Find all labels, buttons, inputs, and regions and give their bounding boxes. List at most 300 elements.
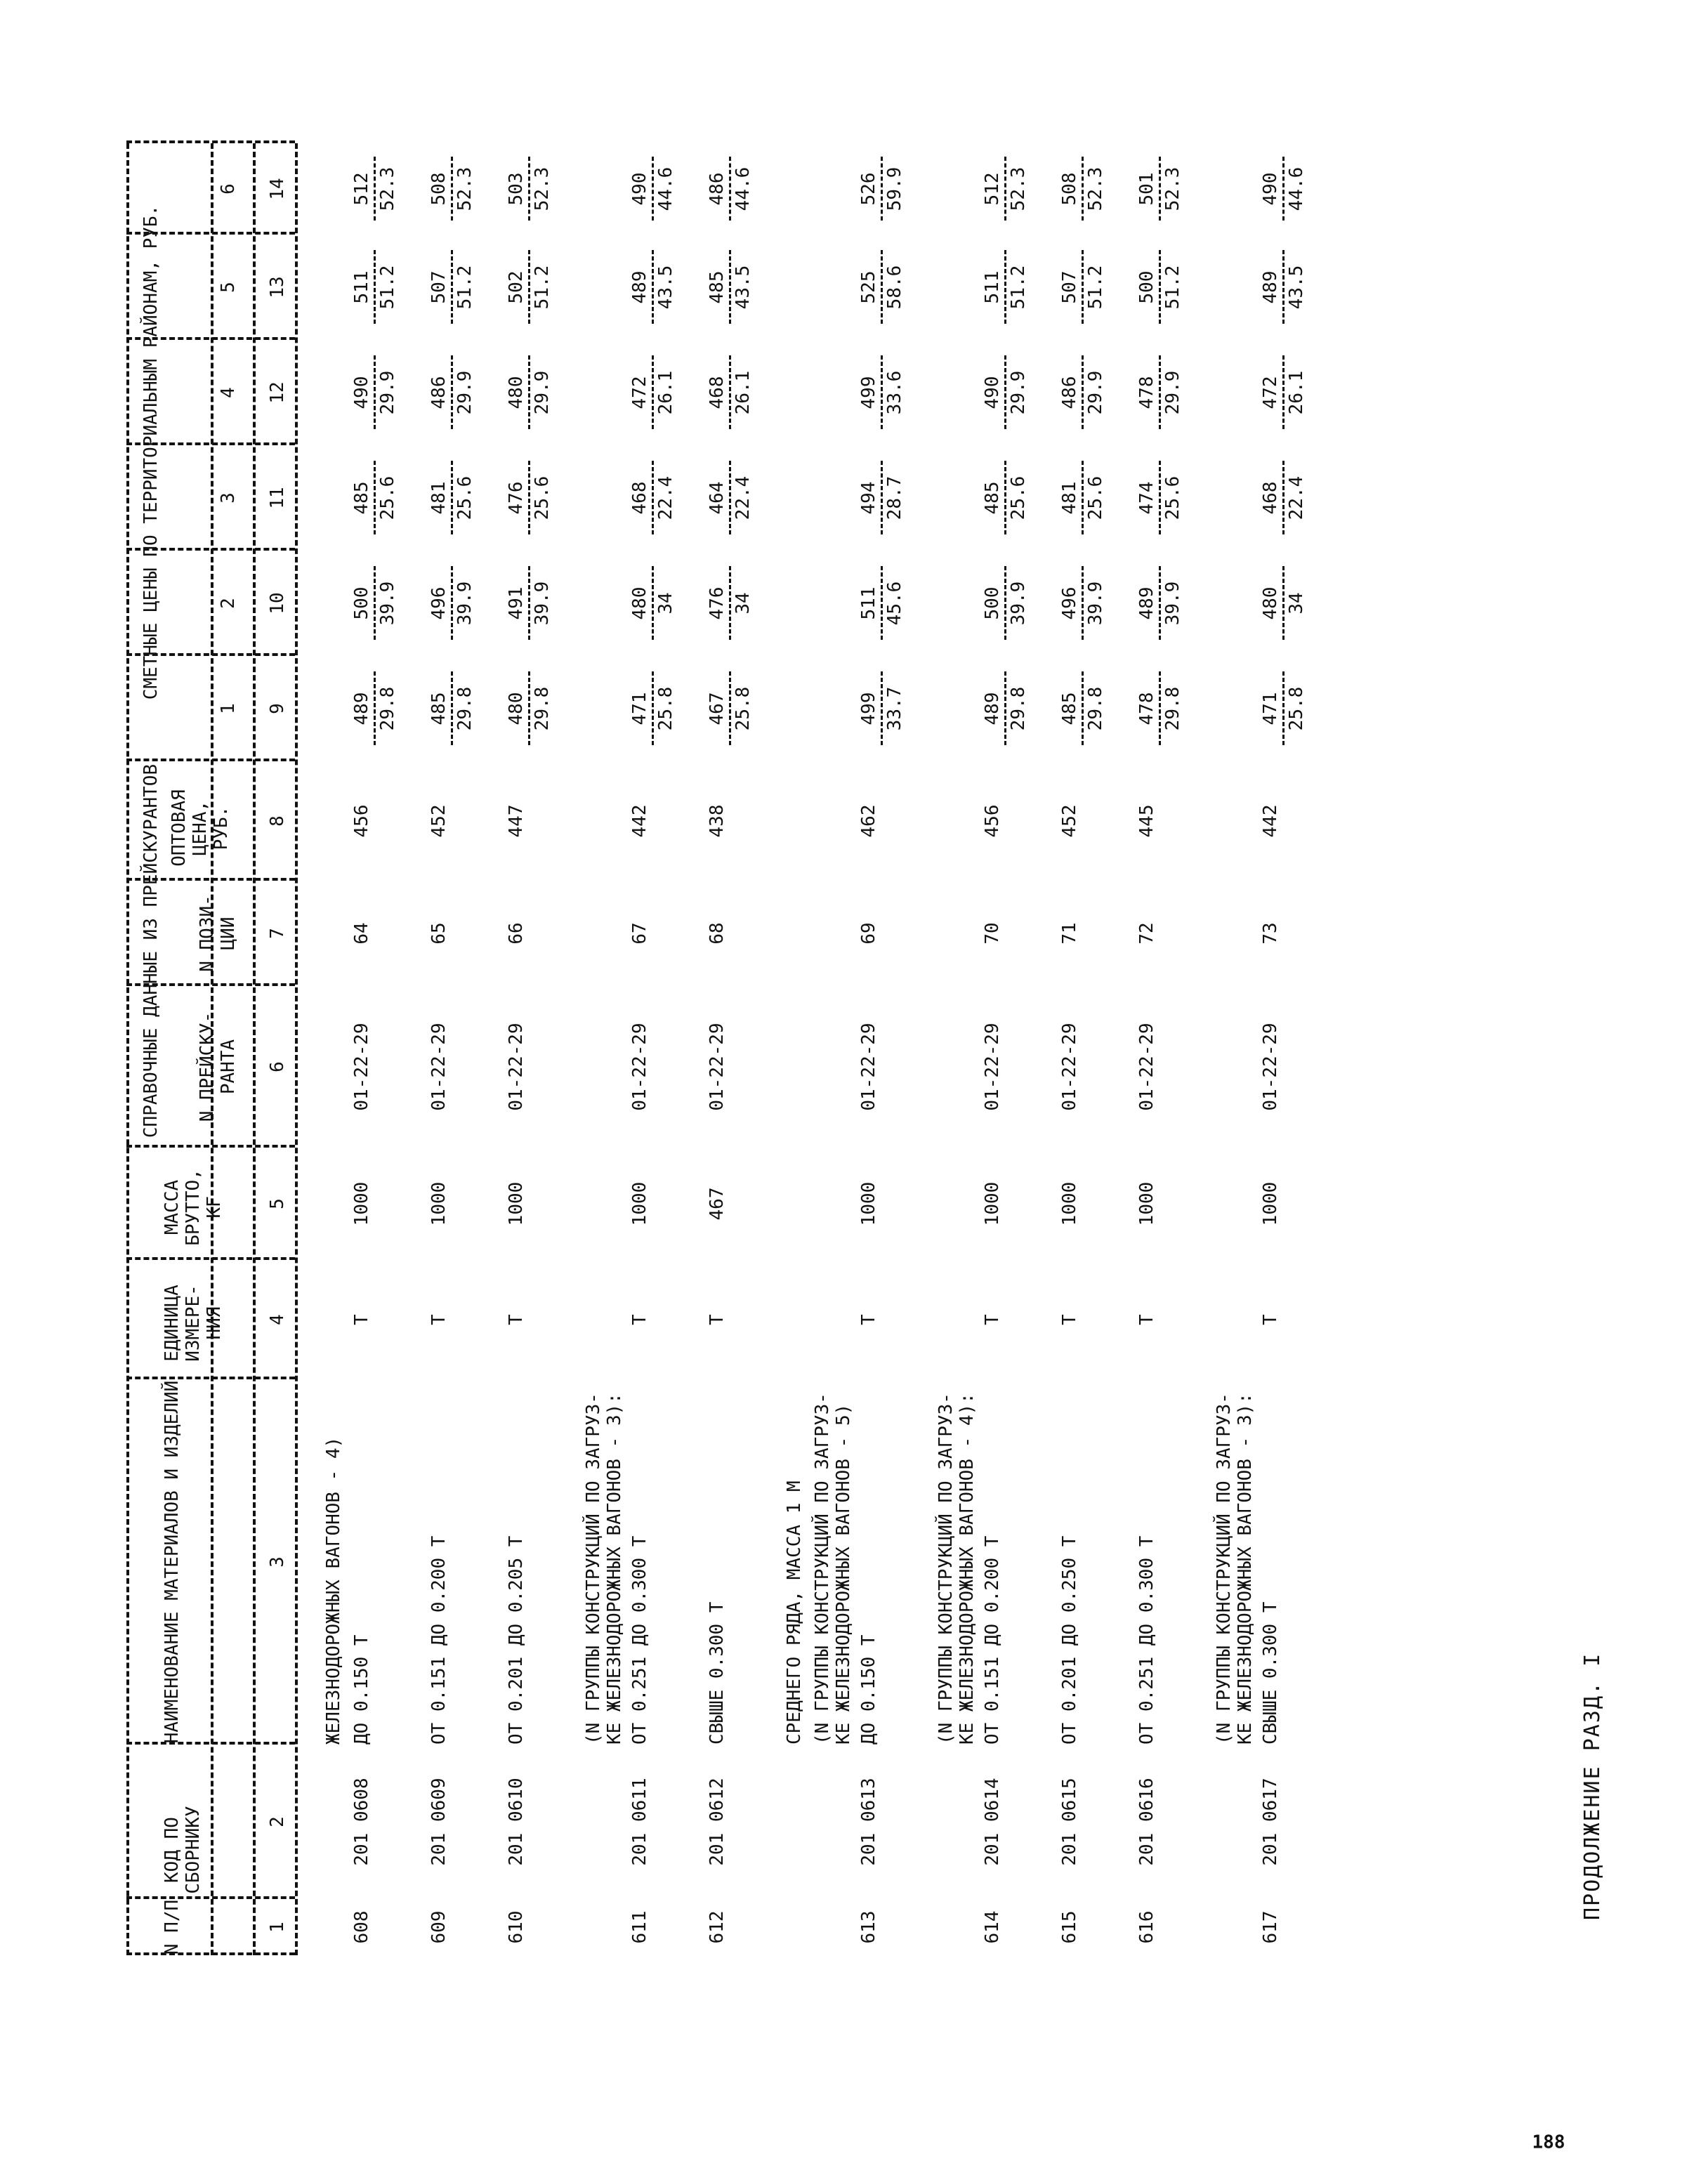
fraction-line — [1159, 672, 1161, 746]
transport-cost: 29.8 — [1085, 686, 1106, 731]
price-value: 485 — [982, 481, 1003, 515]
price-value: 496 — [1059, 586, 1080, 620]
row-name: СВЫШЕ 0.300 Т — [1260, 1601, 1281, 1745]
regional-price — [1136, 656, 1183, 761]
transport-cost: 25.6 — [1085, 475, 1106, 520]
row-mass: 1000 — [1136, 1181, 1157, 1226]
price-value: 490 — [1260, 172, 1281, 206]
row-mass: 1000 — [1059, 1181, 1080, 1226]
fraction-line — [374, 157, 376, 221]
column-number: 2 — [267, 1816, 288, 1827]
transport-cost: 39.9 — [377, 581, 398, 626]
regional-price — [506, 340, 553, 445]
row-code: 201 0612 — [707, 1778, 728, 1866]
transport-cost: 34 — [1286, 592, 1307, 615]
regional-price — [428, 656, 475, 761]
fraction-line — [451, 356, 453, 430]
price-value: 489 — [982, 692, 1003, 725]
row-wholesale: 445 — [1136, 804, 1157, 838]
fraction-line — [652, 567, 654, 641]
fraction-line — [1082, 461, 1084, 535]
column-number: 10 — [267, 592, 288, 615]
transport-cost: 29.8 — [377, 686, 398, 731]
fraction-line — [1159, 461, 1161, 535]
row-np: 611 — [629, 1910, 650, 1944]
price-value: 472 — [629, 376, 650, 409]
row-unit: Т — [707, 1314, 728, 1325]
row-mass: 1000 — [506, 1181, 527, 1226]
row-price_list: 01-22-29 — [1136, 1023, 1157, 1111]
regional-price — [707, 656, 754, 761]
regional-price — [858, 551, 905, 656]
transport-cost: 25.6 — [1162, 475, 1183, 520]
fraction-line — [451, 461, 453, 535]
fraction-line — [1282, 672, 1285, 746]
price-value: 526 — [858, 172, 879, 206]
transport-cost: 52.3 — [1008, 166, 1029, 211]
fraction-line — [1004, 157, 1006, 221]
table-rule — [253, 143, 256, 1955]
price-value: 480 — [1260, 586, 1281, 620]
row-code: 201 0614 — [982, 1778, 1003, 1866]
regional-price — [1260, 340, 1307, 445]
transport-cost: 39.9 — [1008, 581, 1029, 626]
regional-price — [1136, 235, 1183, 340]
group-heading: ЖЕЛЕЗНОДОРОЖНЫХ ВАГОНОВ - 4) — [323, 1436, 344, 1745]
row-np: 612 — [707, 1910, 728, 1944]
row-position: 72 — [1136, 922, 1157, 945]
transport-cost: 28.7 — [884, 475, 905, 520]
transport-cost: 44.6 — [1286, 166, 1307, 211]
regional-price — [428, 551, 475, 656]
price-value: 471 — [1260, 692, 1281, 725]
fraction-line — [1282, 251, 1285, 324]
row-unit: Т — [1059, 1314, 1080, 1325]
regional-price — [506, 445, 553, 551]
price-value: 512 — [982, 172, 1003, 206]
row-position: 64 — [351, 922, 372, 945]
row-unit: Т — [428, 1314, 449, 1325]
price-value: 500 — [1136, 270, 1157, 304]
fraction-line — [729, 567, 731, 641]
regional-price — [1136, 143, 1183, 235]
transport-cost: 43.5 — [1286, 265, 1307, 310]
transport-cost: 51.2 — [1008, 265, 1029, 310]
transport-cost: 29.9 — [532, 370, 553, 415]
fraction-line — [1159, 356, 1161, 430]
transport-cost: 52.3 — [532, 166, 553, 211]
fraction-line — [729, 157, 731, 221]
fraction-line — [528, 157, 530, 221]
price-value: 511 — [858, 586, 879, 620]
row-name: ДО 0.150 Т — [858, 1634, 879, 1745]
row-wholesale: 452 — [428, 804, 449, 838]
regional-price — [351, 340, 398, 445]
row-code: 201 0617 — [1260, 1778, 1281, 1866]
transport-cost: 29.9 — [1085, 370, 1106, 415]
price-value: 485 — [351, 481, 372, 515]
regional-price — [506, 143, 553, 235]
fraction-line — [528, 567, 530, 641]
fraction-line — [1159, 567, 1161, 641]
regional-price — [707, 143, 754, 235]
transport-cost: 29.9 — [377, 370, 398, 415]
row-position: 67 — [629, 922, 650, 945]
regional-price — [858, 340, 905, 445]
column-rule — [126, 442, 295, 445]
row-code: 201 0611 — [629, 1778, 650, 1866]
row-wholesale: 456 — [982, 804, 1003, 838]
regional-price — [1260, 143, 1307, 235]
row-mass: 1000 — [1260, 1181, 1281, 1226]
price-value: 486 — [1059, 376, 1080, 409]
transport-cost: 33.6 — [884, 370, 905, 415]
column-rule — [126, 548, 295, 551]
fraction-line — [528, 461, 530, 535]
regional-price — [707, 551, 754, 656]
regional-price — [982, 340, 1029, 445]
price-value: 486 — [707, 172, 728, 206]
column-number: 1 — [267, 1922, 288, 1933]
page-number: 188 — [1532, 2132, 1565, 2153]
fraction-line — [1282, 461, 1285, 535]
fraction-line — [652, 251, 654, 324]
row-position: 69 — [858, 922, 879, 945]
row-position: 71 — [1059, 922, 1080, 945]
group-heading: (N ГРУППЫ КОНСТРУКЦИЙ ПО ЗАГРУЗ- КЕ ЖЕЛЕЗНОДОРОЖНЫХ ВАГОНОВ - 4): — [935, 1393, 978, 1745]
fraction-line — [528, 672, 530, 746]
transport-cost: 22.4 — [655, 475, 676, 520]
fraction-line — [729, 672, 731, 746]
fraction-line — [881, 461, 883, 535]
transport-cost: 29.9 — [454, 370, 475, 415]
row-price_list: 01-22-29 — [982, 1023, 1003, 1111]
header-unit: ЕДИНИЦА ИЗМЕРЕ- НИЯ — [162, 1285, 225, 1362]
transport-cost: 25.6 — [377, 475, 398, 520]
regional-price — [506, 656, 553, 761]
column-rule — [126, 653, 295, 656]
fraction-line — [528, 356, 530, 430]
regional-price — [982, 656, 1029, 761]
transport-cost: 51.2 — [1085, 265, 1106, 310]
column-number: 12 — [267, 381, 288, 404]
header-code: КОД ПО СБОРНИКУ — [162, 1806, 204, 1894]
transport-cost: 52.3 — [1162, 166, 1183, 211]
regional-price — [428, 143, 475, 235]
row-wholesale: 447 — [506, 804, 527, 838]
column-number: 6 — [267, 1061, 288, 1072]
price-value: 489 — [1260, 270, 1281, 304]
transport-cost: 43.5 — [733, 265, 754, 310]
column-rule — [126, 1145, 295, 1148]
regional-price — [428, 340, 475, 445]
row-code: 201 0613 — [858, 1778, 879, 1866]
price-value: 468 — [707, 376, 728, 409]
group-heading: (N ГРУППЫ КОНСТРУКЦИЙ ПО ЗАГРУЗ- КЕ ЖЕЛЕЗНОДОРОЖНЫХ ВАГОНОВ - 5) — [812, 1393, 854, 1745]
header-region-3: 3 — [218, 492, 239, 504]
column-rule — [126, 1896, 295, 1899]
row-mass: 1000 — [629, 1181, 650, 1226]
regional-price — [858, 143, 905, 235]
price-value: 508 — [1059, 172, 1080, 206]
transport-cost: 25.6 — [532, 475, 553, 520]
row-unit: Т — [506, 1314, 527, 1325]
transport-cost: 25.8 — [1286, 686, 1307, 731]
row-name: ОТ 0.151 ДО 0.200 Т — [428, 1535, 449, 1745]
column-rule — [126, 1742, 295, 1745]
fraction-line — [1282, 567, 1285, 641]
price-value: 474 — [1136, 481, 1157, 515]
transport-cost: 45.6 — [884, 581, 905, 626]
transport-cost: 43.5 — [655, 265, 676, 310]
price-value: 478 — [1136, 376, 1157, 409]
regional-price — [1059, 143, 1106, 235]
header-wholesale: ОПТОВАЯ ЦЕНА, РУБ. — [169, 789, 232, 867]
fraction-line — [451, 567, 453, 641]
regional-price — [1059, 551, 1106, 656]
transport-cost: 29.9 — [1162, 370, 1183, 415]
header-name: НАИМЕНОВАНИЕ МАТЕРИАЛОВ И ИЗДЕЛИЙ — [162, 1380, 183, 1744]
row-name: ОТ 0.201 ДО 0.250 Т — [1059, 1535, 1080, 1745]
regional-price — [629, 235, 676, 340]
row-mass: 1000 — [351, 1181, 372, 1226]
transport-cost: 59.9 — [884, 166, 905, 211]
regional-price — [351, 445, 398, 551]
price-value: 491 — [506, 586, 527, 620]
regional-price — [858, 656, 905, 761]
price-value: 494 — [858, 481, 879, 515]
row-price_list: 01-22-29 — [1260, 1023, 1281, 1111]
regional-price — [1260, 235, 1307, 340]
fraction-line — [451, 157, 453, 221]
row-mass: 1000 — [858, 1181, 879, 1226]
regional-price — [707, 235, 754, 340]
regional-price — [707, 340, 754, 445]
column-number: 8 — [267, 815, 288, 827]
row-wholesale: 456 — [351, 804, 372, 838]
fraction-line — [1004, 567, 1006, 641]
row-price_list: 01-22-29 — [351, 1023, 372, 1111]
row-np: 613 — [858, 1910, 879, 1944]
fraction-line — [652, 461, 654, 535]
regional-price — [428, 235, 475, 340]
transport-cost: 25.8 — [655, 686, 676, 731]
transport-cost: 26.1 — [733, 370, 754, 415]
fraction-line — [1082, 672, 1084, 746]
row-np: 617 — [1260, 1910, 1281, 1944]
price-value: 499 — [858, 376, 879, 409]
fraction-line — [1082, 356, 1084, 430]
price-value: 467 — [707, 692, 728, 725]
fraction-line — [528, 251, 530, 324]
group-heading: (N ГРУППЫ КОНСТРУКЦИЙ ПО ЗАГРУЗ- КЕ ЖЕЛЕЗНОДОРОЖНЫХ ВАГОНОВ - 3): — [583, 1393, 625, 1745]
row-wholesale: 438 — [707, 804, 728, 838]
fraction-line — [652, 356, 654, 430]
fraction-line — [1082, 567, 1084, 641]
regional-price — [982, 143, 1029, 235]
row-position: 73 — [1260, 922, 1281, 945]
price-value: 511 — [982, 270, 1003, 304]
price-value: 508 — [428, 172, 449, 206]
transport-cost: 25.6 — [1008, 475, 1029, 520]
row-unit: Т — [858, 1314, 879, 1325]
transport-cost: 51.2 — [1162, 265, 1183, 310]
regional-price — [1136, 445, 1183, 551]
fraction-line — [652, 672, 654, 746]
column-number: 5 — [267, 1198, 288, 1209]
fraction-line — [1004, 356, 1006, 430]
fraction-line — [1159, 251, 1161, 324]
regional-price — [506, 551, 553, 656]
transport-cost: 29.8 — [1162, 686, 1183, 731]
column-number: 11 — [267, 487, 288, 509]
fraction-line — [1082, 251, 1084, 324]
row-mass: 1000 — [982, 1181, 1003, 1226]
regional-price — [707, 445, 754, 551]
transport-cost: 33.7 — [884, 686, 905, 731]
transport-cost: 25.6 — [454, 475, 475, 520]
row-code: 201 0616 — [1136, 1778, 1157, 1866]
fraction-line — [729, 251, 731, 324]
transport-cost: 29.9 — [1008, 370, 1029, 415]
column-rule — [126, 232, 295, 235]
transport-cost: 51.2 — [532, 265, 553, 310]
price-value: 490 — [629, 172, 650, 206]
transport-cost: 25.8 — [733, 686, 754, 731]
column-number: 3 — [267, 1556, 288, 1568]
header-region-4: 4 — [218, 387, 239, 398]
regional-price — [428, 445, 475, 551]
price-value: 500 — [982, 586, 1003, 620]
price-value: 478 — [1136, 692, 1157, 725]
transport-cost: 34 — [733, 592, 754, 615]
column-number: 4 — [267, 1314, 288, 1325]
column-rule — [126, 140, 295, 143]
price-value: 511 — [351, 270, 372, 304]
fraction-line — [1004, 251, 1006, 324]
price-value: 480 — [629, 586, 650, 620]
transport-cost: 26.1 — [1286, 370, 1307, 415]
transport-cost: 29.8 — [532, 686, 553, 731]
price-value: 503 — [506, 172, 527, 206]
price-value: 472 — [1260, 376, 1281, 409]
group-heading: (N ГРУППЫ КОНСТРУКЦИЙ ПО ЗАГРУЗ- КЕ ЖЕЛЕЗНОДОРОЖНЫХ ВАГОНОВ - 3): — [1214, 1393, 1256, 1745]
fraction-line — [881, 672, 883, 746]
regional-price — [351, 143, 398, 235]
fraction-line — [1282, 356, 1285, 430]
row-price_list: 01-22-29 — [428, 1023, 449, 1111]
row-code: 201 0608 — [351, 1778, 372, 1866]
price-value: 485 — [428, 692, 449, 725]
regional-price — [1260, 551, 1307, 656]
fraction-line — [881, 157, 883, 221]
column-rule — [126, 1952, 295, 1955]
regional-price — [982, 445, 1029, 551]
row-np: 614 — [982, 1910, 1003, 1944]
row-name: ОТ 0.251 ДО 0.300 Т — [1136, 1535, 1157, 1745]
transport-cost: 39.9 — [1085, 581, 1106, 626]
price-value: 485 — [707, 270, 728, 304]
regional-price — [1059, 656, 1106, 761]
price-value: 496 — [428, 586, 449, 620]
fraction-line — [451, 251, 453, 324]
row-unit: Т — [629, 1314, 650, 1325]
price-value: 489 — [1136, 586, 1157, 620]
header-mass: МАССА БРУТТО, КГ — [162, 1169, 225, 1246]
row-position: 65 — [428, 922, 449, 945]
header-price-list: N ПРЕЙСКУ- РАНТА — [197, 1011, 239, 1122]
column-rule — [126, 337, 295, 340]
row-mass: 467 — [707, 1187, 728, 1221]
column-rule — [126, 759, 295, 761]
row-mass: 1000 — [428, 1181, 449, 1226]
table-rule — [295, 143, 298, 1955]
table-rule — [126, 143, 129, 1955]
row-wholesale: 442 — [1260, 804, 1281, 838]
transport-cost: 44.6 — [733, 166, 754, 211]
regional-price — [351, 656, 398, 761]
row-position: 70 — [982, 922, 1003, 945]
fraction-line — [881, 251, 883, 324]
row-np: 609 — [428, 1910, 449, 1944]
row-price_list: 01-22-29 — [629, 1023, 650, 1111]
header-regional-group: СМЕТНЫЕ ЦЕНЫ ПО ТЕРРИТОРИАЛЬНЫМ РАЙОНАМ, РУБ. — [140, 204, 162, 700]
column-rule — [126, 878, 295, 881]
regional-price — [1059, 235, 1106, 340]
fraction-line — [374, 672, 376, 746]
transport-cost: 29.8 — [1008, 686, 1029, 731]
regional-price — [1136, 340, 1183, 445]
price-value: 507 — [428, 270, 449, 304]
row-name: ОТ 0.201 ДО 0.205 Т — [506, 1535, 527, 1745]
header-region-5: 5 — [218, 282, 239, 293]
regional-price — [858, 445, 905, 551]
transport-cost: 39.9 — [454, 581, 475, 626]
price-value: 500 — [351, 586, 372, 620]
fraction-line — [374, 251, 376, 324]
row-np: 608 — [351, 1910, 372, 1944]
column-rule — [126, 983, 295, 986]
fraction-line — [451, 672, 453, 746]
regional-price — [629, 143, 676, 235]
fraction-line — [374, 461, 376, 535]
row-np: 610 — [506, 1910, 527, 1944]
transport-cost: 44.6 — [655, 166, 676, 211]
transport-cost: 22.4 — [1286, 475, 1307, 520]
regional-price — [629, 445, 676, 551]
price-value: 525 — [858, 270, 879, 304]
regional-price — [1059, 445, 1106, 551]
regional-price — [1260, 445, 1307, 551]
price-value: 512 — [351, 172, 372, 206]
column-number: 7 — [267, 928, 288, 939]
price-value: 489 — [351, 692, 372, 725]
regional-price — [506, 235, 553, 340]
row-code: 201 0610 — [506, 1778, 527, 1866]
row-position: 68 — [707, 922, 728, 945]
column-number: 14 — [267, 178, 288, 200]
fraction-line — [374, 356, 376, 430]
price-value: 485 — [1059, 692, 1080, 725]
transport-cost: 26.1 — [655, 370, 676, 415]
price-value: 464 — [707, 481, 728, 515]
header-ref-group: СПРАВОЧНЫЕ ДАННЫЕ ИЗ ПРЕЙСКУРАНТОВ — [140, 763, 162, 1138]
regional-price — [629, 340, 676, 445]
price-value: 501 — [1136, 172, 1157, 206]
fraction-line — [729, 356, 731, 430]
row-price_list: 01-22-29 — [1059, 1023, 1080, 1111]
row-wholesale: 442 — [629, 804, 650, 838]
